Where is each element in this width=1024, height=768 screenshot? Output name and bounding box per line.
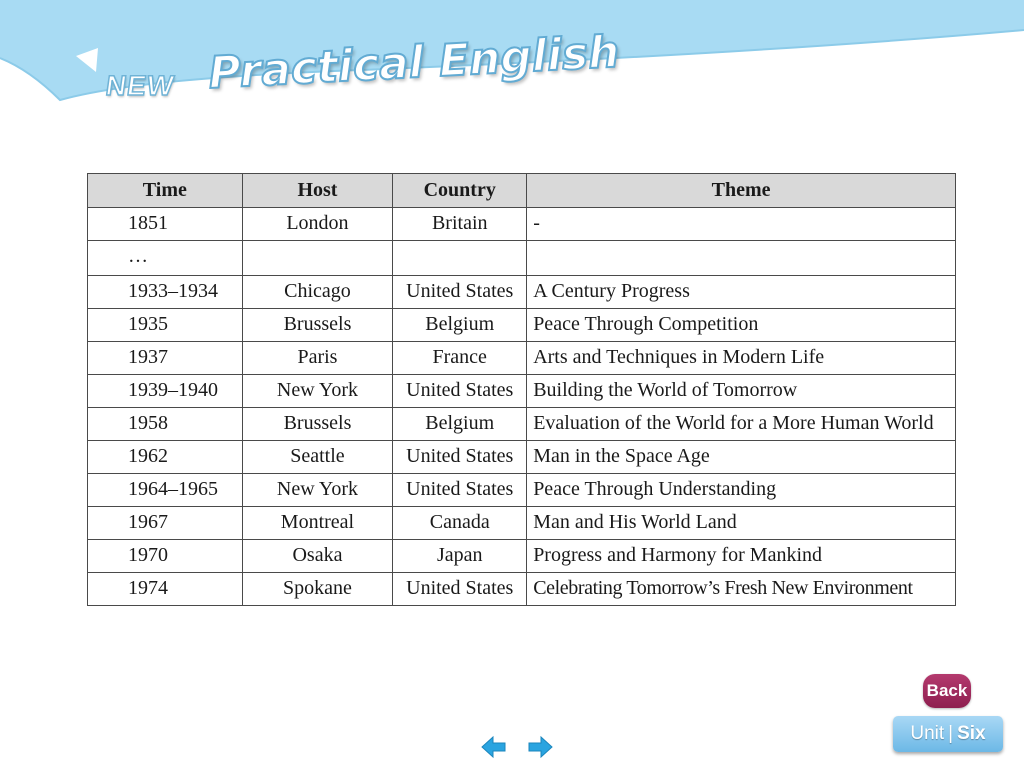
- cell-theme: Building the World of Tomorrow: [527, 375, 956, 408]
- back-button[interactable]: Back: [923, 674, 971, 708]
- cell-time: 1967: [88, 507, 243, 540]
- cell-host: [242, 241, 393, 276]
- cell-time: 1939–1940: [88, 375, 243, 408]
- cell-time: 1935: [88, 309, 243, 342]
- cell-country: United States: [393, 276, 527, 309]
- cell-theme: Progress and Harmony for Mankind: [527, 540, 956, 573]
- cell-country: France: [393, 342, 527, 375]
- cell-theme: A Century Progress: [527, 276, 956, 309]
- cell-country: [393, 241, 527, 276]
- cell-theme: Peace Through Competition: [527, 309, 956, 342]
- cell-time: 1937: [88, 342, 243, 375]
- logo-title: Practical English: [207, 26, 621, 99]
- cell-country: United States: [393, 375, 527, 408]
- table-row: [88, 507, 956, 540]
- table-row: [88, 540, 956, 573]
- cell-time: 1958: [88, 408, 243, 441]
- table-row: [88, 408, 956, 441]
- cell-theme: [527, 241, 956, 276]
- cell-host: Chicago: [242, 276, 393, 309]
- cell-country: United States: [393, 441, 527, 474]
- table-row: [88, 241, 956, 276]
- unit-label: Unit: [910, 723, 945, 744]
- header-host: Host: [242, 174, 393, 208]
- table-row: [88, 573, 956, 606]
- cell-country: United States: [393, 474, 527, 507]
- cell-host: Montreal: [242, 507, 393, 540]
- logo-new: NEW: [103, 70, 177, 101]
- cell-time: 1974: [88, 573, 243, 606]
- cell-country: Belgium: [393, 408, 527, 441]
- cell-host: Brussels: [242, 309, 393, 342]
- header-country: Country: [393, 174, 527, 208]
- cell-host: New York: [242, 375, 393, 408]
- expo-table: [87, 173, 956, 606]
- header-time: Time: [88, 174, 243, 208]
- header-banner: [0, 0, 1024, 130]
- cell-host: London: [242, 208, 393, 241]
- table-row: [88, 208, 956, 241]
- cell-theme: -: [527, 208, 956, 241]
- right-arrow-icon[interactable]: [527, 735, 553, 759]
- cell-theme: Evaluation of the World for a More Human World: [527, 408, 956, 441]
- cell-country: United States: [393, 573, 527, 606]
- header-theme: Theme: [527, 174, 956, 208]
- table-row: [88, 342, 956, 375]
- cell-time: 1962: [88, 441, 243, 474]
- cell-host: New York: [242, 474, 393, 507]
- cell-host: Spokane: [242, 573, 393, 606]
- cell-theme: Arts and Techniques in Modern Life: [527, 342, 956, 375]
- unit-separator: |: [948, 723, 954, 744]
- unit-number: Six: [957, 723, 986, 744]
- cell-time: 1851: [88, 208, 243, 241]
- cell-country: Britain: [393, 208, 527, 241]
- unit-button[interactable]: [893, 716, 1003, 752]
- table-row: [88, 276, 956, 309]
- table-row: [88, 474, 956, 507]
- table-row: [88, 375, 956, 408]
- left-arrow-icon[interactable]: [481, 735, 507, 759]
- cell-host: Osaka: [242, 540, 393, 573]
- cell-host: Seattle: [242, 441, 393, 474]
- cell-country: Japan: [393, 540, 527, 573]
- cell-theme: Peace Through Understanding: [527, 474, 956, 507]
- table-header-row: [88, 174, 956, 208]
- cell-time: 1970: [88, 540, 243, 573]
- cell-time: 1964–1965: [88, 474, 243, 507]
- cell-theme: Celebrating Tomorrow’s Fresh New Environment: [527, 573, 956, 606]
- cell-theme: Man and His World Land: [527, 507, 956, 540]
- cell-host: Paris: [242, 342, 393, 375]
- cell-theme: Man in the Space Age: [527, 441, 956, 474]
- table-row: [88, 309, 956, 342]
- cell-host: Brussels: [242, 408, 393, 441]
- cell-time: 1933–1934: [88, 276, 243, 309]
- cell-country: Belgium: [393, 309, 527, 342]
- cell-country: Canada: [393, 507, 527, 540]
- cell-time: …: [88, 241, 243, 276]
- table-row: [88, 441, 956, 474]
